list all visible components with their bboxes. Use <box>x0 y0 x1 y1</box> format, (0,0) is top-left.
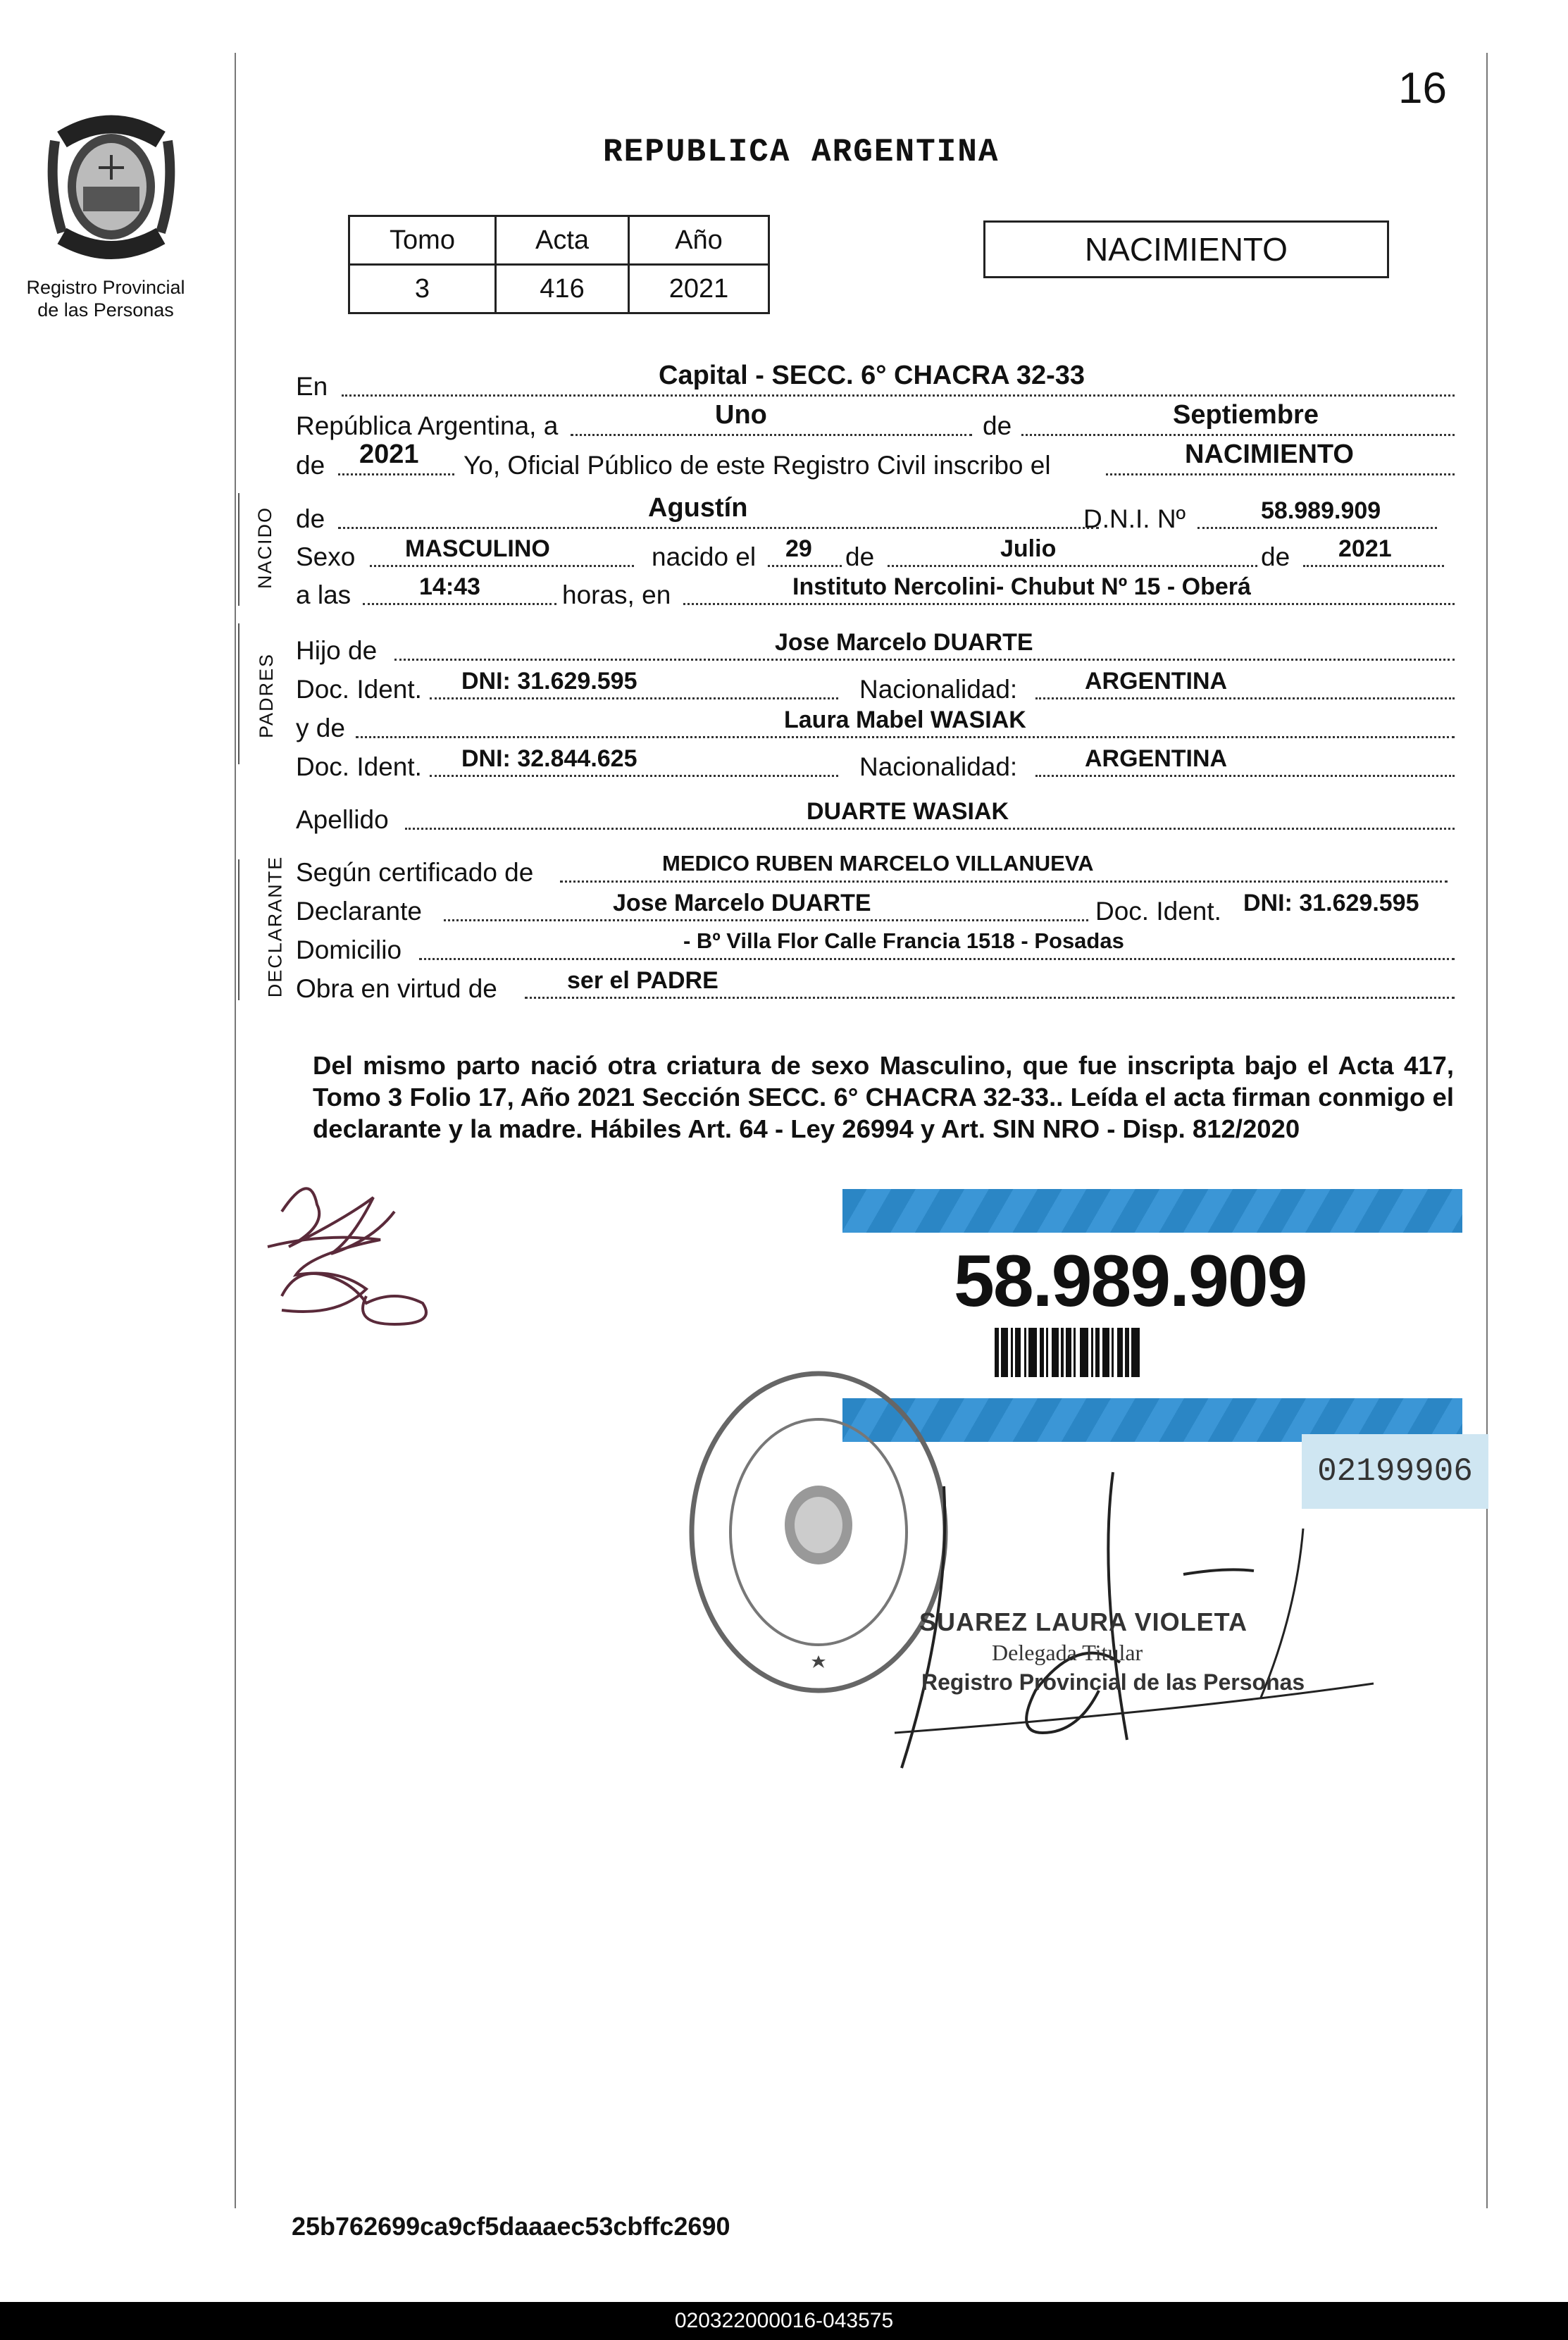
side-label-declarante: DECLARANTE <box>264 855 286 998</box>
value-mother: Laura Mabel WASIAK <box>784 707 1026 733</box>
value-declarante-doc: DNI: 31.629.595 <box>1243 890 1419 916</box>
document-title: REPUBLICA ARGENTINA <box>603 134 1000 170</box>
line-day <box>571 434 972 436</box>
birth-note: Del mismo parto nació otra criatura de sexo Masculino, que fue inscripta bajo el Acta 417, Tomo 3 Folio 17, Año 2021 Sección SECC. 6° CHACRA 32-33.. Leída el acta firman conmigo el declarante y la madre. Hábiles Art. 64 - Ley 26994 y Art. SIN NRO - Disp. 812/2020 <box>313 1051 1454 1143</box>
line-name <box>338 527 1099 529</box>
row-certificado <box>296 852 1455 889</box>
label-horas-en: horas, en <box>562 580 671 609</box>
value-birth-year: 2021 <box>1338 535 1392 562</box>
label-sexo: Sexo <box>296 542 356 571</box>
line-mother <box>356 736 1455 738</box>
row-declarante <box>296 891 1455 928</box>
value-day: Uno <box>715 400 767 430</box>
label-mother-doc: Doc. Ident. <box>296 752 422 781</box>
row-mother-doc <box>296 747 1455 783</box>
row-time-place <box>296 575 1455 611</box>
record-type-box: NACIMIENTO <box>983 220 1389 278</box>
line-certificado <box>560 880 1448 883</box>
footer-code-bar <box>0 2302 1568 2340</box>
serial-tag <box>1302 1434 1488 1509</box>
value-place: Instituto Nercolini- Chubut Nº 15 - Oberá <box>792 573 1251 600</box>
label-en: En <box>296 372 328 401</box>
label-declarante-doc: Doc. Ident. <box>1095 897 1221 926</box>
row-year <box>296 440 1455 482</box>
line-place <box>683 603 1455 605</box>
label-de3: de <box>296 504 325 533</box>
value-acta: 416 <box>496 265 629 313</box>
label-declarante: Declarante <box>296 897 422 926</box>
line-year <box>338 473 454 475</box>
label-de: de <box>983 411 1012 440</box>
line-time <box>363 603 556 605</box>
value-birth-month: Julio <box>1000 535 1057 562</box>
line-domicilio <box>419 958 1455 960</box>
label-father-doc: Doc. Ident. <box>296 675 422 704</box>
official-role: Delegada Titular <box>992 1640 1143 1665</box>
row-father-doc <box>296 669 1455 706</box>
label-mother-nat: Nacionalidad: <box>859 752 1018 781</box>
label-oficial: Yo, Oficial Público de este Registro Civil inscribo el <box>463 451 1051 480</box>
label-de4: de <box>845 542 875 571</box>
value-year: 2021 <box>359 440 419 469</box>
official-org: Registro Provincial de las Personas <box>921 1669 1305 1695</box>
line-apellido <box>405 828 1455 830</box>
label-republica: República Argentina, a <box>296 411 559 440</box>
document-hash: 25b762699ca9cf5daaaec53cbffc2690 <box>292 2212 730 2241</box>
barcode-icon <box>995 1328 1340 1377</box>
label-obra: Obra en virtud de <box>296 974 497 1003</box>
label-a-las: a las <box>296 580 351 609</box>
value-father: Jose Marcelo DUARTE <box>775 629 1033 656</box>
line-birth-month <box>888 565 1257 567</box>
id-label-dni: 58.989.909 <box>954 1240 1307 1322</box>
label-hijo: Hijo de <box>296 636 378 665</box>
label-apellido: Apellido <box>296 805 389 834</box>
value-dni: 58.989.909 <box>1261 497 1381 524</box>
line-month <box>1021 434 1455 436</box>
value-sexo: MASCULINO <box>405 535 550 562</box>
line-obra <box>525 997 1455 999</box>
declarante-bracket <box>238 859 239 1000</box>
value-domicilio: - Bº Villa Flor Calle Francia 1518 - Posadas <box>683 928 1124 953</box>
label-dni: D.N.I. Nº <box>1083 504 1186 533</box>
header-ano: Año <box>629 216 769 265</box>
value-apellido: DUARTE WASIAK <box>807 798 1009 825</box>
value-certificado: MEDICO RUBEN MARCELO VILLANUEVA <box>662 851 1094 876</box>
label-domicilio: Domicilio <box>296 935 402 964</box>
label-nacido-el: nacido el <box>652 542 757 571</box>
page-number: 16 <box>1398 64 1447 113</box>
line-father-nat <box>1035 697 1455 699</box>
line-birth-day <box>768 565 842 567</box>
official-stamp <box>687 1367 951 1698</box>
value-name: Agustín <box>648 493 748 523</box>
row-mother <box>296 708 1455 745</box>
acta-table <box>348 215 770 314</box>
label-certificado: Según certificado de <box>296 858 534 887</box>
value-birth-day: 29 <box>785 535 812 562</box>
line-father <box>394 659 1455 661</box>
header-tomo: Tomo <box>349 216 496 265</box>
row-apellido <box>296 799 1455 836</box>
row-hijo <box>296 630 1455 667</box>
nacido-bracket <box>238 493 239 606</box>
line-birth-year <box>1303 565 1444 567</box>
left-margin-line <box>235 53 236 2208</box>
registry-name: Registro Provincial de las Personas <box>26 277 185 320</box>
line-father-doc <box>430 697 838 699</box>
registry-seal-logo <box>34 113 189 261</box>
value-mother-nat: ARGENTINA <box>1085 745 1228 772</box>
label-de5: de <box>1261 542 1290 571</box>
row-obra <box>296 969 1455 1005</box>
label-father-nat: Nacionalidad: <box>859 675 1018 704</box>
label-de2: de <box>296 451 325 480</box>
value-ano: 2021 <box>629 265 769 313</box>
id-label-band-top <box>842 1189 1462 1233</box>
row-en <box>296 361 1455 403</box>
value-inscribe: NACIMIENTO <box>1185 440 1354 469</box>
value-declarante: Jose Marcelo DUARTE <box>613 890 871 916</box>
value-father-doc: DNI: 31.629.595 <box>461 668 637 695</box>
footer-code: 020322000016-043575 <box>674 2309 894 2332</box>
line-inscribe <box>1106 473 1455 475</box>
line-mother-nat <box>1035 775 1455 777</box>
official-name: SUAREZ LAURA VIOLETA <box>919 1607 1247 1636</box>
value-month: Septiembre <box>1173 400 1319 430</box>
side-label-padres: PADRES <box>256 652 278 739</box>
value-obra: ser el PADRE <box>567 967 718 994</box>
serial-number: 02199906 <box>1317 1453 1473 1490</box>
line-dni <box>1197 527 1437 529</box>
value-mother-doc: DNI: 32.844.625 <box>461 745 637 772</box>
row-domicilio <box>296 930 1455 966</box>
line-declarante <box>444 919 1088 921</box>
row-republica <box>296 400 1455 442</box>
value-tomo: 3 <box>349 265 496 313</box>
value-en: Capital - SECC. 6° CHACRA 32-33 <box>659 361 1085 390</box>
line-sexo <box>370 565 634 567</box>
line-mother-doc <box>430 775 838 777</box>
line-en <box>342 394 1455 397</box>
value-time: 14:43 <box>419 573 480 600</box>
padres-bracket <box>238 623 239 764</box>
header-acta: Acta <box>496 216 629 265</box>
label-y-de: y de <box>296 714 345 742</box>
value-father-nat: ARGENTINA <box>1085 668 1228 695</box>
right-margin-line <box>1486 53 1488 2208</box>
row-sexo <box>296 537 1455 573</box>
row-name <box>296 493 1455 535</box>
side-label-nacido: NACIDO <box>254 506 276 590</box>
